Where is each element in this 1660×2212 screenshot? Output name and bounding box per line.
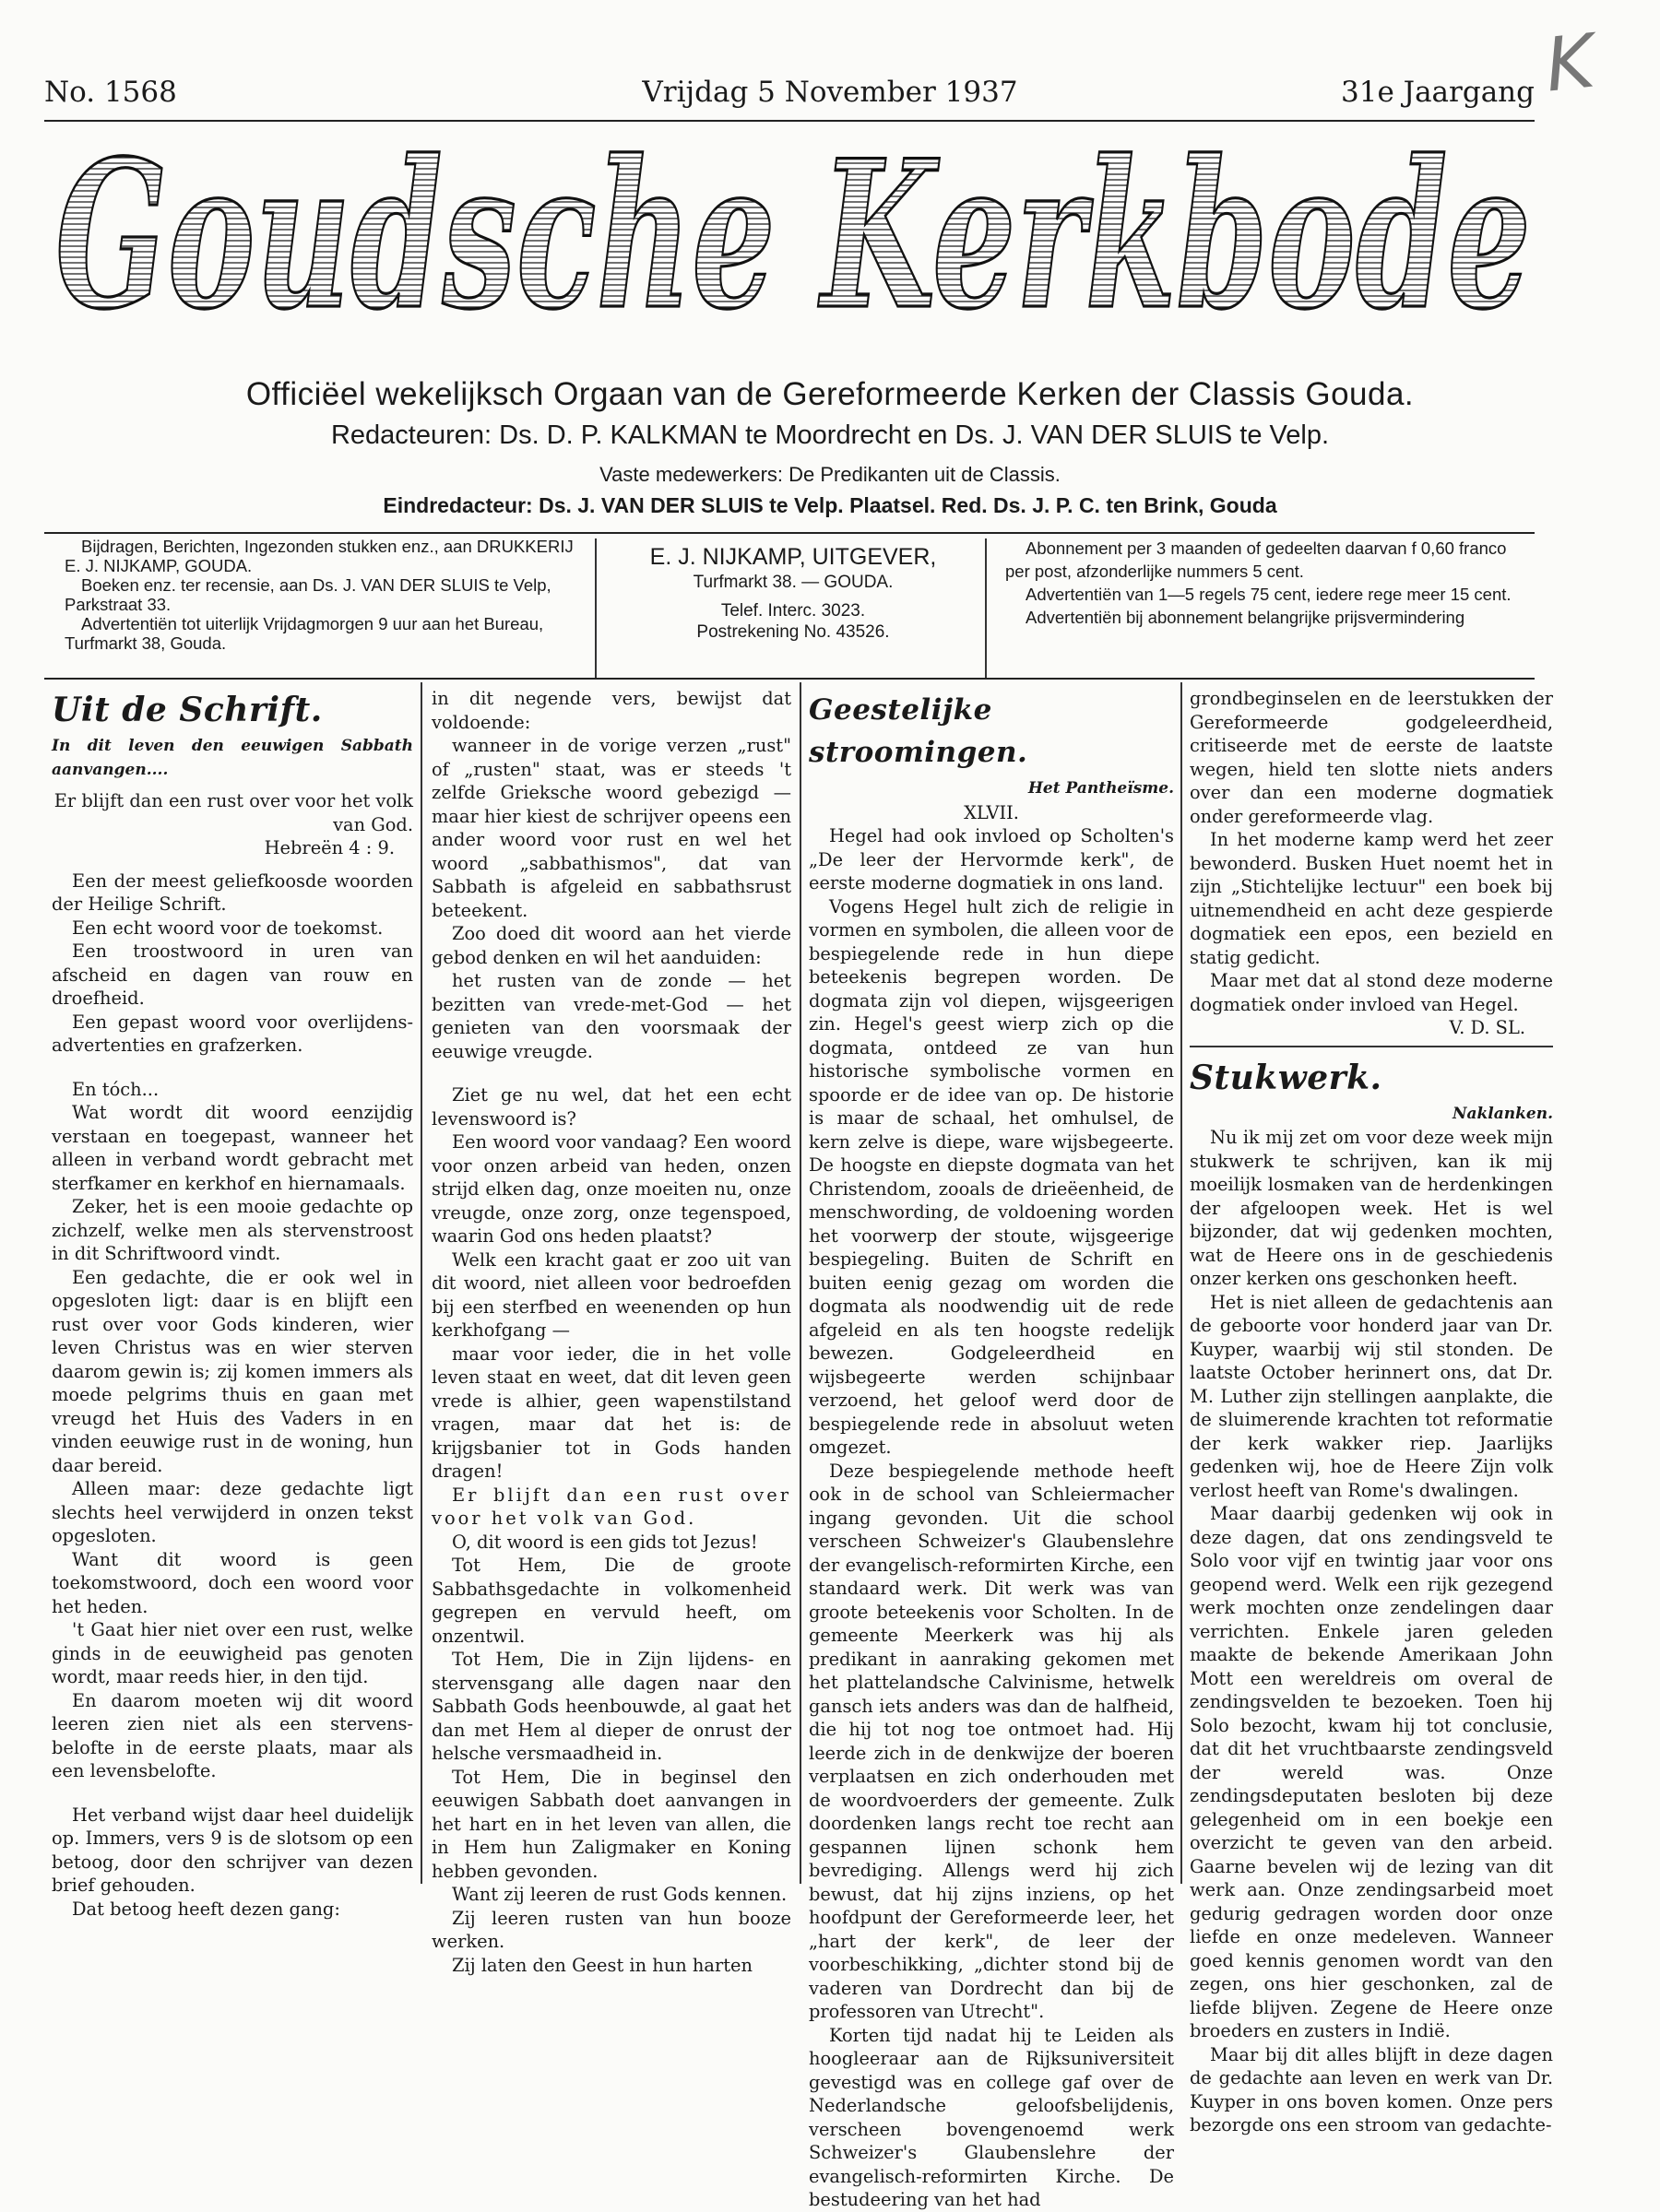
column-geestelijke-stroomingen [809,687,1174,2210]
paragraph: Vogens Hegel hult zich de religie in vormen en symbolen, die alleen voor de bespiegelende rede in hun diepe beteekenis begrepen worden. De dogmata zijn vol diepen, wijsgeerigen zin. Hegel's geest wierp zich op die dogmata, ontdeed ze van hun historische symbolische vormen en spoorde er de idee van op. De historie is maar de schaal, het omhulsel, de kern zelve is diepe, ware wijsbegeerte. De hoogste en diepste dogmata van het Christendom, zooals de drieëenheid, de menschwording, de voldoening worden het voorwerp der stoute, wijsgeerige bespiegeling. Buiten de Schrift en buiten eenig gezag om worden die dogmata als noodwendig uit de rede afgeleid en als ten hoogste redelijk bewezen. Godgeleerdheid en wijsbegeerte werden schijnbaar verzoend, het geloof werd door de bespiegelende rede in absoluut weten omgezet. [809,895,1174,1458]
subtitle-chief-editor: Eindredacteur: Ds. J. VAN DER SLUIS te Velp. Plaatsel. Red. Ds. J. P. C. ten Brink, Gouda [383,493,1277,517]
publisher-address: Turfmarkt 38. — GOUDA. [693,573,894,592]
paragraph: grondbeginselen en de leerstukken der Gereformeerde godgeleerdheid, critiseerde met de eerste de laatste wegen, hield ten slotte niets anders over dan een moderne dogmatiek onder gereformeerde vlag. [1190,688,1553,827]
column-continuation [432,687,791,1976]
paragraph: En daarom moeten wij dit woord leeren zien niet als een stervens-belofte in de eerste plaats, maar als een levensbelofte. [52,1689,413,1781]
info-line: Advertentiën bij abonnement belangrijke prijsvermindering [1026,608,1465,627]
paragraph: Alleen maar: deze gedachte ligt slechts heel verwijderd in onzen tekst opgesloten. [52,1478,413,1546]
paragraph: Zij leeren rusten van hun booze werken. [432,1907,791,1952]
paragraph: Een woord voor vandaag? Een woord voor onzen arbeid van heden, onzen strijd elken dag, onze moeiten nu, onze vreugde, onze zorg, onze tegenspoed, waarin God ons heden plaatst? [432,1131,791,1247]
paragraph: Het verband wijst daar heel duidelijk op. Immers, vers 9 is de slotsom op een betoog, door den schrijver van dezen brief gehouden. [52,1804,413,1896]
paragraph: 't Gaat hier niet over een rust, welke ginds in de eeuwigheid pas genoten wordt, maar reeds hier, in den tijd. [52,1619,413,1687]
issue-date: Vrijdag 5 November 1937 [642,76,1018,109]
publisher-phone: Telef. Interc. 3023. [720,601,866,621]
info-line: Advertentiën van 1—5 regels 75 cent, iedere rege meer 15 cent. [1026,585,1512,604]
paragraph: Korten tijd nadat hij te Leiden als hoogleeraar aan de Rijksuniversiteit gevestigd was en college gaf over de Nederlandsche geloofsbelijdenis, verscheen bovengenoemd werk Schweizer's Glaubenslehre der evangelisch-reformirten Kirche. De bestudeering van het had [809,2024,1174,2210]
article-heading: Stukwerk. [1190,1058,1382,1097]
paragraph: Het is niet alleen de gedachtenis aan de geboorte voor honderd jaar van Dr. Kuyper, waarbij wij stil stonden. De laatste October herinnert ons, dat Dr. M. Luther zijn stellingen aanplakte, die de sluimerende krachten tot reformatie der kerk wakker riep. Jaarlijks gedenken wij, hoe de Heere Zijn volk verlost heeft van Rome's dwalingen. [1190,1291,1553,1501]
info-divider [985,538,987,679]
publisher-name: E. J. NIJKAMP, UITGEVER, [649,544,937,570]
info-publisher [609,537,978,675]
paragraph: Maar bij dit alles blijft in deze dagen de gedachte aan leven en werk van Dr. Kuyper in ons boven komen. Onze pers bezorgde ons een stroom van gedachte- [1190,2043,1553,2135]
paragraph: Een der meest geliefkoosde woorden der Heilige Schrift. [52,869,413,915]
paragraph: O, dit woord is een gids tot Jezus! [452,1531,758,1553]
article-heading: Geestelijke stroomingen. [809,693,1028,769]
paragraph: Tot Hem, Die in beginsel den eeuwigen Sabbath doet aanvangen in het hart en in het leven van allen, die in Hem hun Zaligmaker en Koning hebben gevonden. [432,1766,791,1882]
svg-text:Goudsche Kerkbode: Goudsche Kerkbode [55,115,1531,354]
paragraph: Welk een kracht gaat er zoo uit van dit woord, niet alleen voor bedroefden bij een sterfbed en weenenden op hun kerkhofgang — [432,1248,791,1341]
paragraph: Hegel had ook invloed op Scholten's „De leer der Hervormde kerk", de eerste moderne dogmatiek in ons land. [809,825,1174,893]
issue-number: No. 1568 [44,76,177,109]
info-divider [595,538,597,679]
paragraph: Nu ik mij zet om voor deze week mijn stukwerk te schrijven, kan ik mij moeilijk losmaken van de herdenkingen der afgeloopen week. Het is wel bijzonder, dat wij gedenken mochten, wat de Heere ons in de geschiedenis onzer kerken ons geschonken heeft. [1190,1127,1553,1289]
paragraph: Tot Hem, Die de groote Sabbathsgedachte in volkomenheid gegrepen en vervuld heeft, om onzentwil. [432,1555,791,1647]
paragraph: In het moderne kamp werd het zeer bewonderd. Busken Huet noemt het in zijn „Stichtelijke lectuur" een boek bij uitnemendheid en acht deze gespierde dogmatiek een epos, een bezield en statig gedicht. [1190,829,1553,968]
column-uit-de-schrift [52,687,413,1920]
paragraph: Want zij leeren de rust Gods kennen. [452,1884,788,1905]
info-top-rule [44,532,1535,534]
paragraph: Zeker, het is een mooie gedachte op zichzelf, welke men als stervenstroost in dit Schriftwoord vindt. [52,1196,413,1264]
paragraph: Zij laten den Geest in hun harten [452,1954,753,1976]
info-bottom-rule [44,678,1535,680]
article-heading: Uit de Schrift. [52,691,323,729]
paragraph: Dat betoog heeft dezen gang: [72,1898,340,1920]
paragraph: Maar met dat al stond deze moderne dogmatiek onder invloed van Hegel. [1190,970,1553,1015]
masthead-title [37,115,1549,354]
bible-reference: Hebreën 4 : 9. [264,837,395,858]
paragraph: Een troostwoord in uren van afscheid en dagen van rouw en droefheid. [52,940,413,1009]
author-signature: V. D. SL. [1449,1017,1525,1038]
paragraph: wanneer in de vorige verzen „rust" of „rusten" staat, was er steeds 't zelfde Grieksche woord gebezigd — maar hier kiest de schrijver opeens een ander woord voor rust en wel het woord „sabbathismos", dat van Sabbath is afgeleid en sabbathsrust beteekent. [432,735,791,921]
article-subheading: In dit leven den eeuwigen Sabbath aanvangen.... [52,737,413,779]
paragraph: Maar daarbij gedenken wij ook in deze dagen, dat ons zendingsveld te Solo voor vijf en twintig jaar voor ons geopend werd. Welk een rijk gezegend werk mochten onze zendelingen daar verrichten. Enkele jaren geleden maakte de bekende Amerikaan John Mott een wereldreis om overal de zendingsvelden te bezoeken. Toen hij Solo bezocht, kwam hij tot conclusie, dat dit het vruchtbaarste zendingsveld der wereld was. Onze zendingsdeputaten besloten bij deze gelegenheid om in een boekje een overzicht te geven van den arbeid. Gaarne bevelen wij de lezing van dit werk aan. Onze zendingsarbeid moet gedurig gedragen worden door onze liefde en onze medeleven. Wanneer goed kennis genomen wordt van den zegen, ons hier geschonken, zal de liefde blijven. Zegene de Heere onze broeders en zusters in Indië. [1190,1503,1553,2041]
info-line: Abonnement per 3 maanden of gedeelten daarvan f 0,60 franco per post, afzonderlijke nummers 5 cent. [1005,538,1507,581]
paragraph: Tot Hem, Die in Zijn lijdens- en stervensgang alle dagen naar den Sabbath Gods heenbouwde, al gaat het dan met Hem al dieper de onrust der helsche versmaadheid in. [432,1649,791,1764]
paragraph: Een echt woord voor de toekomst. [72,917,384,939]
article-numeral: XLVII. [964,801,1019,823]
paragraph: maar voor ieder, die in het volle leven staat en weet, dat dit leven geen vrede is alhier, geen wapenstilstand vragen, maar dat het is: de krijgsbanier tot in Gods handen dragen! [432,1343,791,1482]
bible-quote: Er blijft dan een rust over voor het volk van God. [53,790,413,835]
info-subscription [1005,537,1536,675]
subtitle-organ: Officiëel wekelijksch Orgaan van de Gereformeerde Kerken der Classis Gouda. [245,376,1415,412]
paragraph: Ziet ge nu wel, dat het een echt levenswoord is? [432,1084,791,1130]
info-contributions [65,537,579,675]
column-stukwerk [1190,687,1553,2135]
handwritten-mark: K [1541,18,1599,109]
info-line: Advertentiën tot uiterlijk Vrijdagmorgen 9 uur aan het Bureau, Turfmarkt 38, Gouda. [65,614,544,653]
column-divider [800,682,801,1884]
column-divider [1180,682,1182,1884]
article-subheading: Naklanken. [1452,1104,1553,1123]
paragraph: Zoo doed dit woord aan het vierde gebod denken en wil het aanduiden: [432,923,791,968]
paragraph: Een gepast woord voor overlijdens-advertenties en grafzerken. [52,1011,413,1056]
article-separator [1190,1046,1553,1047]
info-line: Bijdragen, Berichten, Ingezonden stukken enz., aan DRUKKERIJ E. J. NIJKAMP, GOUDA. [65,537,574,575]
paragraph: En tóch... [72,1078,160,1100]
paragraph: Een gedachte, die er ook wel in opgesloten ligt: daar is en blijft een rust over voor Gods kinderen, wier leven Christus was en wier sterven daarom gewin is; zij komen immers als moede pelgrims thuis en gaan met vreugd het Huis des Vaders in en vinden eeuwige rust in de woning, hun daar bereid. [52,1266,413,1476]
volume-year: 31e Jaargang [1341,76,1535,109]
paragraph: Deze bespiegelende methode heeft ook in de school van Schleiermacher ingang gevonden. Uit die school verscheen Schweizer's Glaubenslehre der evangelisch-reformirten Kirche, een standaard werk. Dit werk was van groote beteekenis voor Scholten. In de gemeente Meerkerk was hij als predikant in aanraking gekomen met het plattelandsche Calvinisme, hetwelk gansch iets anders was dan de halfheid, die hij tot nog toe ontmoet had. Hij leerde zich in de denkwijze der boeren verplaatsen en zich onderhouden met de woordvoerders der gemeente. Zulk doordenken langs recht toe recht aan gespannen lijnen schonk hem bevrediging. Allengs werd hij zich bewust, dat hij zijns inziens, op het hoofdpunt der Gereformeerde leer, het „hart der kerk", de leer der voorbeschikking, „dichter stond bij de vaderen van Dordrecht dan bij de professoren van Utrecht". [809,1460,1174,2022]
subtitle-editors: Redacteuren: Ds. D. P. KALKMAN te Moordrecht en Ds. J. VAN DER SLUIS te Velp. [330,420,1330,450]
paragraph: Want dit woord is geen toekomstwoord, doch een woord voor het heden. [52,1548,413,1617]
paragraph: het rusten van de zonde — het bezitten van vrede-met-God — het genieten van den voorsmaak der eeuwige vreugde. [432,970,791,1062]
paragraph: Er blijft dan een rust over voor het volk van God. [432,1484,791,1529]
paragraph: Wat wordt dit woord eenzijdig verstaan en toegepast, wanneer het alleen in verband wordt gebracht met sterfkamer en kerkhof en hiernamaals. [52,1102,413,1194]
subtitle-contributors: Vaste medewerkers: De Predikanten uit de Classis. [599,463,1061,486]
article-subheading: Het Pantheïsme. [1027,779,1174,798]
publisher-giro: Postrekening No. 43526. [696,622,890,642]
info-line: Boeken enz. ter recensie, aan Ds. J. VAN DER SLUIS te Velp, Parkstraat 33. [65,575,551,614]
paragraph: in dit negende vers, bewijst dat voldoende: [432,688,791,733]
column-divider [421,682,422,1884]
